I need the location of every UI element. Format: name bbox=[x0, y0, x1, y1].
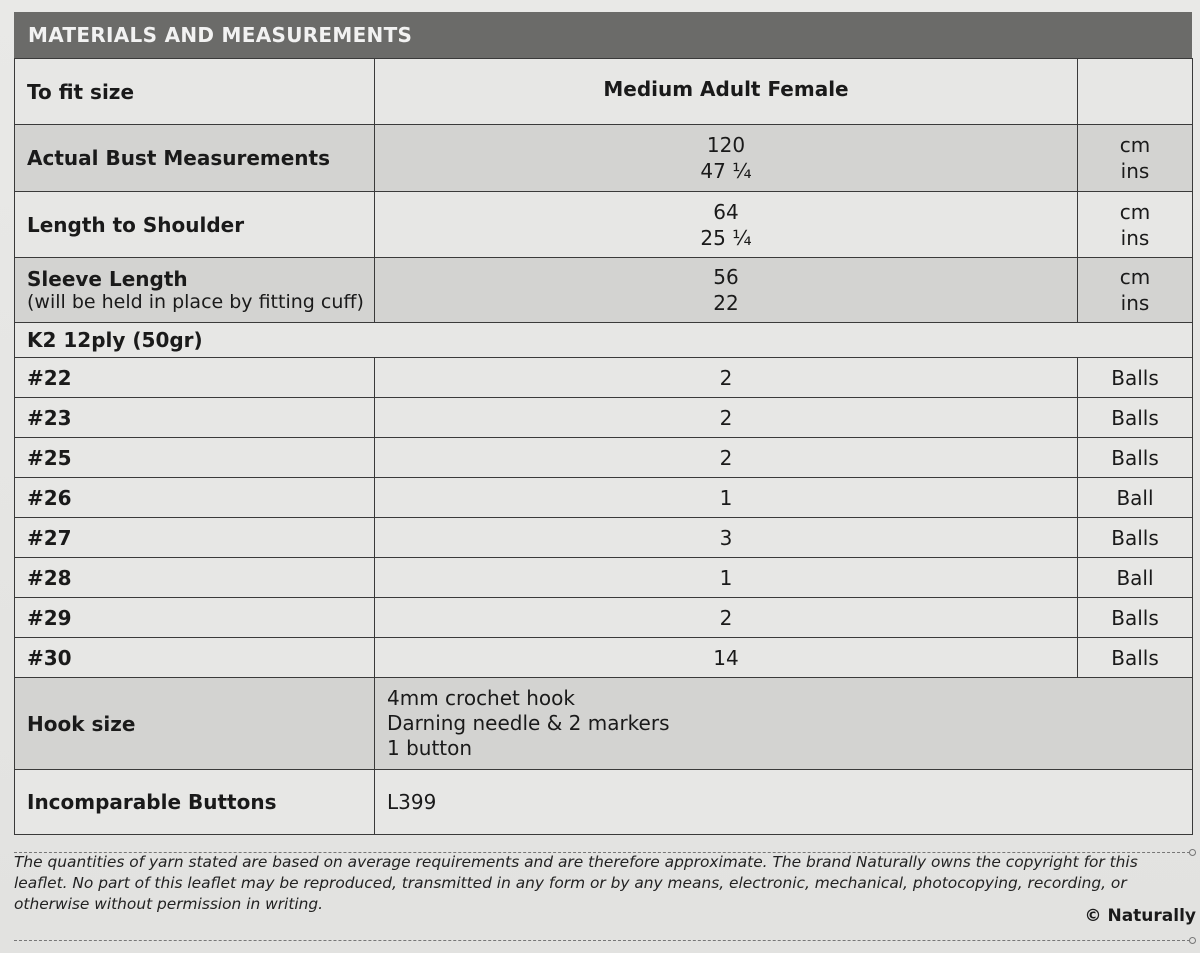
hook-row bbox=[15, 678, 1193, 770]
yarn-row bbox=[15, 638, 1193, 678]
sleeve-cm: 56 bbox=[713, 265, 739, 289]
yarn-shade: #25 bbox=[15, 438, 375, 478]
yarn-unit: Ball bbox=[1078, 558, 1193, 598]
yarn-unit: Balls bbox=[1078, 518, 1193, 558]
size-value: Medium Adult Female bbox=[375, 59, 1078, 125]
shoulder-units bbox=[1078, 192, 1193, 258]
yarn-unit: Ball bbox=[1078, 478, 1193, 518]
yarn-unit: Balls bbox=[1078, 398, 1193, 438]
yarn-heading-row bbox=[15, 323, 1193, 358]
hook-label: Hook size bbox=[15, 678, 375, 770]
yarn-heading: K2 12ply (50gr) bbox=[15, 323, 1193, 358]
hook-line: 4mm crochet hook bbox=[387, 686, 575, 710]
unit-ins: ins bbox=[1120, 225, 1150, 250]
bust-units bbox=[1078, 125, 1193, 192]
unit-cm: cm bbox=[1119, 265, 1151, 289]
yarn-row bbox=[15, 358, 1193, 398]
yarn-qty: 1 bbox=[375, 558, 1078, 598]
size-unit-cell bbox=[1078, 59, 1193, 125]
unit-ins: ins bbox=[1120, 159, 1150, 183]
yarn-row bbox=[15, 478, 1193, 518]
yarn-qty: 2 bbox=[375, 358, 1078, 398]
yarn-row bbox=[15, 558, 1193, 598]
yarn-unit: Balls bbox=[1078, 638, 1193, 678]
yarn-qty: 2 bbox=[375, 598, 1078, 638]
yarn-row bbox=[15, 598, 1193, 638]
yarn-qty: 14 bbox=[375, 638, 1078, 678]
footer-disclaimer: The quantities of yarn stated are based on average requirements and are therefore approximate. The brand Naturally owns the copyright for this leaflet. No part of this leaflet may be reproduced, transmitted in any form or by any means, electronic, mechanical, photocopying, recording, or otherwise without permission in writing. bbox=[14, 853, 1138, 913]
bust-label: Actual Bust Measurements bbox=[15, 125, 375, 192]
yarn-qty: 3 bbox=[375, 518, 1078, 558]
buttons-row bbox=[15, 770, 1193, 835]
hook-values bbox=[375, 678, 1193, 770]
size-label: To fit size bbox=[15, 59, 375, 125]
hook-line: 1 button bbox=[387, 736, 473, 760]
unit-ins: ins bbox=[1120, 291, 1150, 315]
bust-cm: 120 bbox=[706, 133, 746, 157]
shoulder-ins: 25 ¼ bbox=[700, 225, 752, 250]
hook-line: Darning needle & 2 markers bbox=[387, 711, 670, 735]
sleeve-label: Sleeve Length bbox=[27, 267, 188, 291]
yarn-qty: 1 bbox=[375, 478, 1078, 518]
size-row bbox=[15, 59, 1193, 125]
shoulder-row bbox=[15, 192, 1193, 258]
sleeve-units bbox=[1078, 258, 1193, 323]
yarn-unit: Balls bbox=[1078, 598, 1193, 638]
yarn-shade: #27 bbox=[15, 518, 375, 558]
shoulder-cm: 64 bbox=[713, 199, 739, 224]
shoulder-label: Length to Shoulder bbox=[15, 192, 375, 258]
yarn-qty: 2 bbox=[375, 398, 1078, 438]
unit-cm: cm bbox=[1119, 199, 1151, 224]
materials-table bbox=[14, 58, 1193, 835]
yarn-qty: 2 bbox=[375, 438, 1078, 478]
section-title: MATERIALS AND MEASUREMENTS bbox=[14, 12, 1192, 58]
yarn-row bbox=[15, 398, 1193, 438]
yarn-shade: #29 bbox=[15, 598, 375, 638]
buttons-value: L399 bbox=[375, 770, 1193, 835]
bust-ins: 47 ¼ bbox=[700, 159, 752, 183]
sleeve-label-cell bbox=[15, 258, 375, 323]
yarn-shade: #23 bbox=[15, 398, 375, 438]
footer-divider-bottom bbox=[14, 940, 1190, 941]
yarn-shade: #28 bbox=[15, 558, 375, 598]
sleeve-row bbox=[15, 258, 1193, 323]
yarn-shade: #30 bbox=[15, 638, 375, 678]
copyright-text: © Naturally bbox=[1084, 906, 1196, 926]
shoulder-values bbox=[375, 192, 1078, 258]
yarn-shade: #22 bbox=[15, 358, 375, 398]
sleeve-sublabel: (will be held in place by fitting cuff) bbox=[27, 291, 364, 313]
yarn-row bbox=[15, 518, 1193, 558]
unit-cm: cm bbox=[1119, 133, 1151, 157]
yarn-unit: Balls bbox=[1078, 438, 1193, 478]
bust-values bbox=[375, 125, 1078, 192]
sleeve-ins: 22 bbox=[713, 291, 739, 315]
yarn-row bbox=[15, 438, 1193, 478]
bust-row bbox=[15, 125, 1193, 192]
yarn-unit: Balls bbox=[1078, 358, 1193, 398]
sleeve-values bbox=[375, 258, 1078, 323]
yarn-shade: #26 bbox=[15, 478, 375, 518]
buttons-label: Incomparable Buttons bbox=[15, 770, 375, 835]
